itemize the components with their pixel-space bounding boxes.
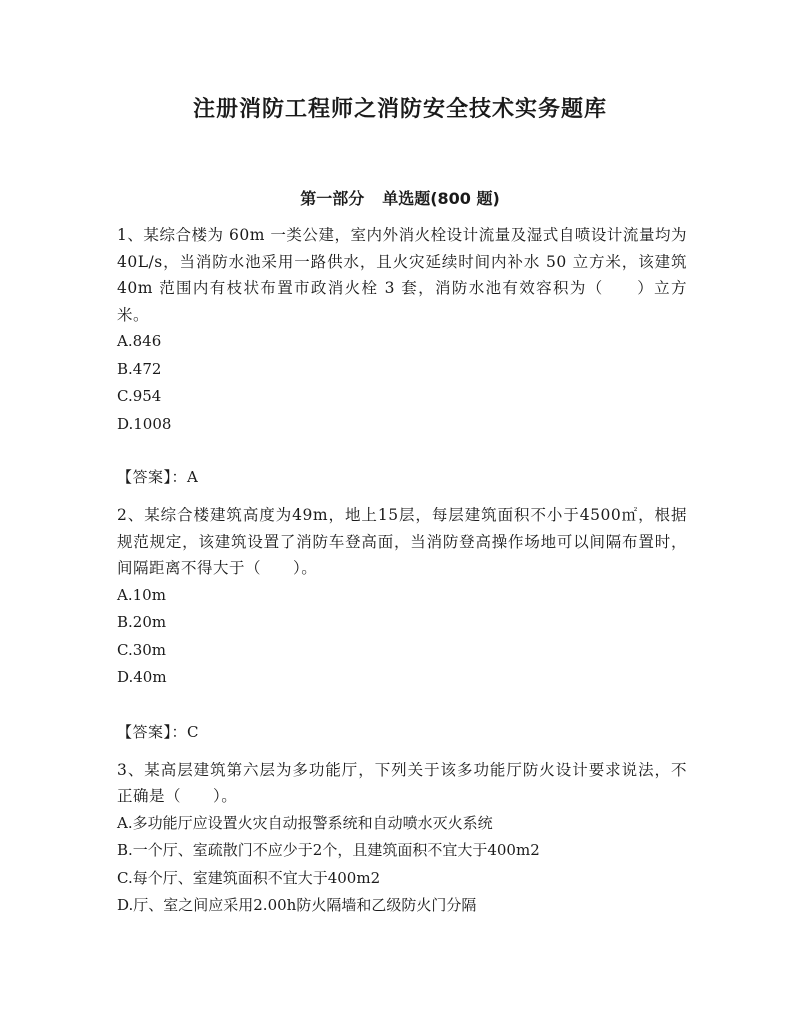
answer-value: A — [187, 468, 199, 486]
question-block — [117, 757, 687, 920]
option-b: B.20m — [117, 613, 167, 631]
option-c: C.954 — [117, 387, 162, 405]
option-d: D.40m — [117, 668, 167, 686]
option-b: B.一个厅、室疏散门不应少于2个，且建筑面积不宜大于400m2 — [117, 841, 540, 859]
question-text: 2、某综合楼建筑高度为49m，地上15层，每层建筑面积不小于4500㎡，根据规范规定，该建筑设置了消防车登高面，当消防登高操作场地可以间隔布置时，间隔距离不得大于（ ）。 — [117, 506, 687, 577]
answer-line — [117, 719, 687, 746]
answer-line — [117, 464, 687, 491]
option-a: A.10m — [117, 585, 166, 604]
section-title — [0, 186, 800, 209]
question-text: 3、某高层建筑第六层为多功能厅，下列关于该多功能厅防火设计要求说法，不正确是（ ）。 — [117, 760, 687, 805]
answer-value: C — [187, 722, 199, 741]
option-a: A.多功能厅应设置火灾自动报警系统和自动喷水灭火系统 — [117, 813, 493, 832]
option-d: D.1008 — [117, 414, 172, 433]
option-c: C.每个厅、室建筑面积不宜大于400m2 — [117, 868, 381, 887]
section-part: 第一部分 — [300, 189, 365, 208]
option-a: A.846 — [117, 332, 162, 350]
section-name: 单选题(800 题) — [382, 189, 500, 208]
option-b: B.472 — [117, 359, 162, 378]
question-list — [117, 222, 687, 920]
option-c: C.30m — [117, 640, 167, 659]
question-block — [117, 222, 687, 491]
answer-label: 【答案】： — [117, 722, 188, 741]
document-title: 注册消防工程师之消防安全技术实务题库 — [192, 97, 607, 122]
option-d: D.厅、室之间应采用2.00h防火隔墙和乙级防火门分隔 — [117, 896, 477, 914]
answer-label: 【答案】： — [117, 468, 188, 486]
question-block — [117, 502, 687, 746]
question-text: 1、某综合楼为 60m 一类公建，室内外消火栓设计流量及湿式自喷设计流量均为 40L/s，当消防水池采用一路供水，且火灾延续时间内补水 50 立方米，该建筑 40m 范围内有枝状布置市政消火栓 3 套，消防水池有效容积为（ ）立方米。 — [117, 226, 687, 324]
